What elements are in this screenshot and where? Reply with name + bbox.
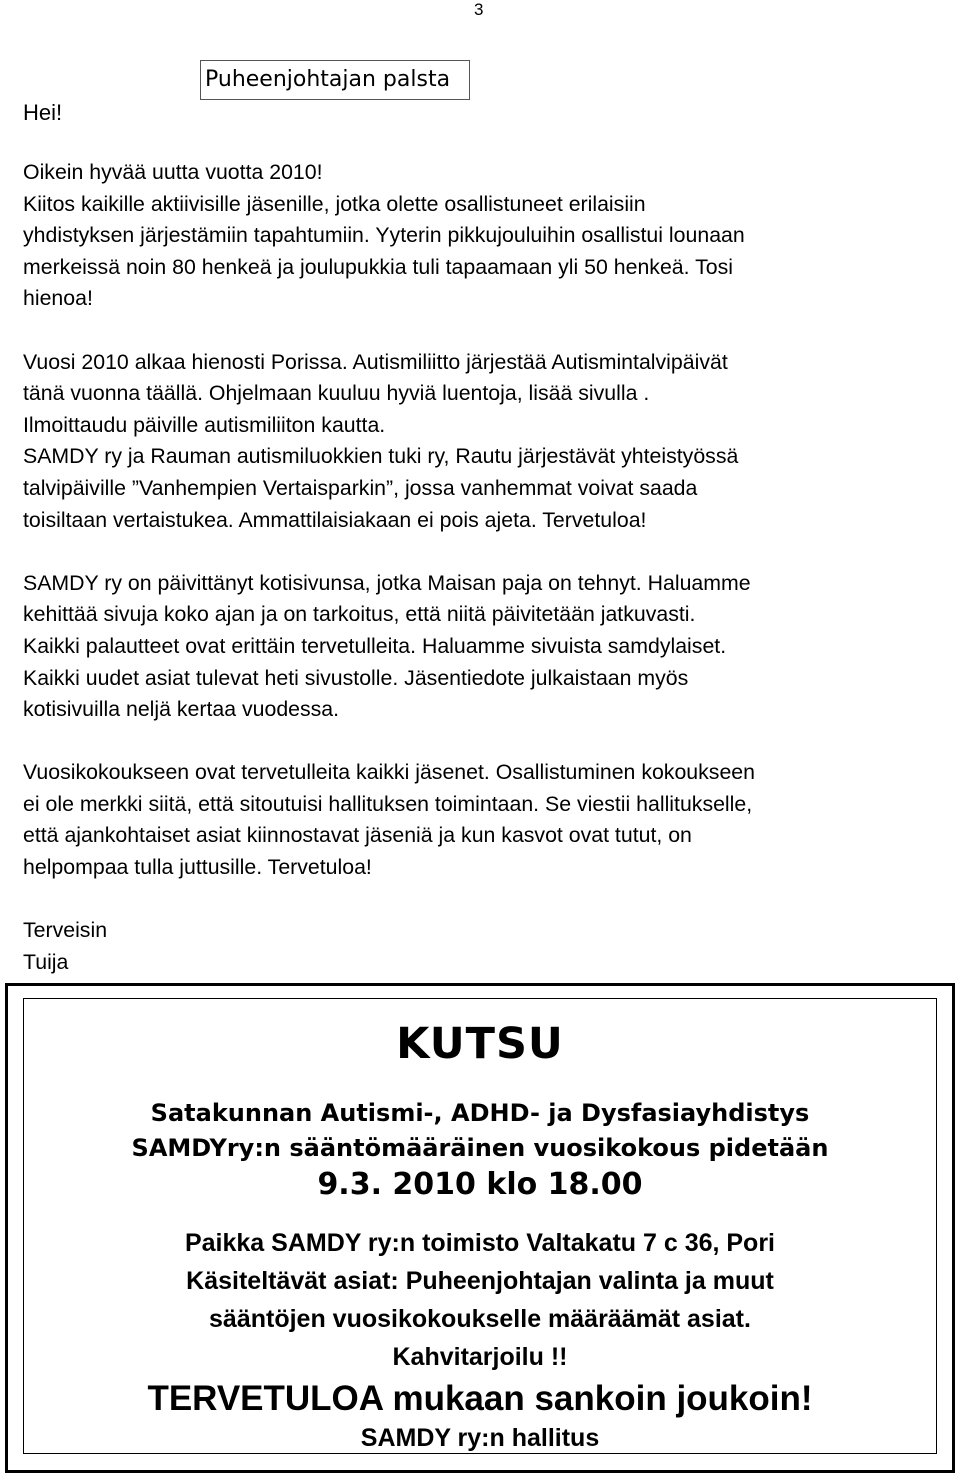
letter-paragraph — [23, 568, 953, 726]
invitation-detail-line: Kahvitarjoilu !! — [392, 1343, 568, 1371]
letter-line: Vuosi 2010 alkaa hienosti Porissa. Autismiliitto järjestää Autismintalvipäivät — [23, 349, 728, 374]
greeting: Hei! — [23, 100, 63, 125]
letter-author: Tuija — [23, 949, 69, 974]
letter-line: Kaikki palautteet ovat erittäin tervetulleita. Haluamme sivuista samdylaiset. — [23, 633, 727, 658]
letter-signoff — [23, 915, 953, 978]
letter-line: helpompaa tulla juttusille. Tervetuloa! — [23, 855, 372, 880]
letter-line: Oikein hyvää uutta vuotta 2010! — [23, 160, 323, 184]
letter-body — [23, 157, 953, 978]
letter-line: että ajankohtaiset asiat kiinnostavat jäseniä ja kun kasvot ovat tutut, on — [23, 823, 692, 848]
letter-paragraph — [23, 157, 953, 315]
letter-line: toisiltaan vertaistukea. Ammattilaisiakaan ei pois ajeta. Tervetuloa! — [23, 507, 647, 532]
invitation-inner-frame — [23, 998, 937, 1454]
letter-line: talvipäiville ”Vanhempien Vertaisparkin”, jossa vanhemmat voivat saada — [23, 475, 698, 500]
invitation-details — [24, 1224, 936, 1376]
letter-line: Kaikki uudet asiat tulevat heti sivustolle. Jäsentiedote julkaistaan myös — [23, 665, 689, 690]
invitation-detail-line: sääntöjen vuosikokoukselle määräämät asiat. — [209, 1305, 751, 1333]
letter-line: Vuosikokoukseen ovat tervetulleita kaikki jäsenet. Osallistuminen kokoukseen — [23, 760, 755, 785]
column-title-box — [200, 60, 470, 100]
letter-line: kehittää sivuja koko ajan ja on tarkoitus, että niitä päivitetään jatkuvasti. — [23, 602, 696, 627]
letter-line: Terveisin — [23, 918, 108, 943]
letter-line: kotisivuilla neljä kertaa vuodessa. — [23, 697, 340, 722]
letter-line: SAMDY ry on päivittänyt kotisivunsa, jotka Maisan paja on tehnyt. Haluamme — [23, 570, 751, 595]
letter-paragraph — [23, 757, 953, 883]
letter-line: ei ole merkki siitä, että sitoutuisi hallituksen toimintaan. Se viestii hallitukselle, — [23, 791, 753, 816]
letter-line: SAMDY ry ja Rauman autismiluokkien tuki ry, Rautu järjestävät yhteistyössä — [23, 444, 739, 469]
letter-line: hienoa! — [23, 286, 93, 311]
invitation-welcome: TERVETULOA mukaan sankoin joukoin! — [147, 1379, 813, 1418]
invitation-box — [5, 983, 955, 1473]
page-number: 3 — [474, 0, 484, 19]
letter-line: yhdistyksen järjestämiin tapahtumiin. Yyterin pikkujouluihin osallistui lounaan — [23, 223, 745, 248]
letter-line: Kiitos kaikille aktiivisille jäsenille, jotka olette osallistuneet erilaisiin — [23, 191, 646, 216]
invitation-signature: SAMDY ry:n hallitus — [360, 1424, 600, 1452]
letter-line: Ilmoittaudu päiville autismiliiton kautta. — [23, 412, 386, 437]
invitation-date: 9.3. 2010 klo 18.00 — [317, 1167, 643, 1202]
invitation-detail-line: Paikka SAMDY ry:n toimisto Valtakatu 7 c 36, Pori — [184, 1229, 776, 1257]
invitation-title: KUTSU — [396, 1019, 564, 1069]
invitation-organization: Satakunnan Autismi-, ADHD- ja Dysfasiayhdistys — [150, 1099, 810, 1127]
invitation-meeting: SAMDYry:n sääntömääräinen vuosikokous pidetään — [131, 1134, 829, 1162]
column-title: Puheenjohtajan palsta — [205, 67, 451, 92]
letter-line: tänä vuonna täällä. Ohjelmaan kuuluu hyviä luentoja, lisää sivulla . — [23, 381, 650, 406]
invitation-detail-line: Käsiteltävät asiat: Puheenjohtajan valinta ja muut — [186, 1267, 774, 1295]
letter-line: merkeissä noin 80 henkeä ja joulupukkia tuli tapaamaan yli 50 henkeä. Tosi — [23, 254, 733, 279]
letter-paragraph — [23, 347, 953, 537]
